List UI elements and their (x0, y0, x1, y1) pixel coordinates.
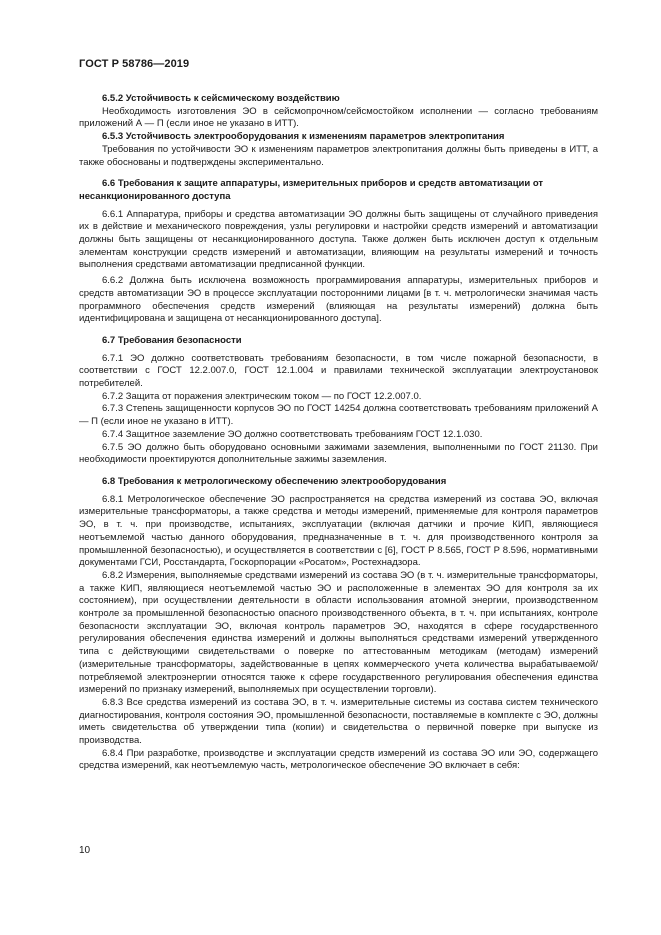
paragraph-6-8-1: 6.8.1 Метрологическое обеспечение ЭО распространяется на средства измерений из состава ЭО, включая измерительные трансформаторы, а также средства и методы измерений, применяемые для контроля параметров ЭО, в т. ч. при производстве, испытаниях, эксплуатации (включая датчики и прочие КИП, являющиеся неотъемлемой частью данного оборудования, предназначенные в т. ч. для производственного контроля за промышленной безопасностью), и осуществляется в соответствии с [6], ГОСТ Р 8.565, ГОСТ Р 8.596, нормативными документами ГСИ, Росстандарта, Госкорпорации «Росатом», Ростехнадзора. (79, 493, 598, 569)
section-heading-6-5-2: 6.5.2 Устойчивость к сейсмическому воздействию (102, 93, 340, 104)
document-body (79, 93, 598, 773)
paragraph-6-8-2: 6.8.2 Измерения, выполняемые средствами измерений из состава ЭО (в т. ч. измерительные трансформаторы, а также КИП, являющиеся неотъемлемой частью ЭО и расположенные в элементах ЭО для контроля за их состоянием), при осуществлении деятельности в области использования атомной энергии, производственном контроле за промышленной безопасностью опасного производственного объекта, в т. ч. при испытаниях, контроле безопасности эксплуатации ЭО, включая контроль параметров ЭО, находятся в сфере государственного регулирования обеспечения единства измерений и должны выполняться средствами измерений утвержденного типа с действующими свидетельствами о поверке по аттестованным методикам (методам) измерений (измерительные трансформаторы, задействованные в цепях коммерческого учета количества вырабатываемой/потребляемой электроэнергии относятся также к сфере государственного регулирования обеспечения единства измерений по признаку измерений, выполняемых при осуществлении торговли). (79, 569, 598, 696)
paragraph-6-7-5: 6.7.5 ЭО должно быть оборудовано основными зажимами заземления, выполненными по ГОСТ 21130. При необходимости проектируются дополнительные зажимы заземления. (79, 441, 598, 466)
section-heading-6-6: 6.6 Требования к защите аппаратуры, измерительных приборов и средств автоматизации от несанкционированного доступа (79, 178, 544, 202)
section-heading-6-7: 6.7 Требования безопасности (102, 334, 242, 346)
paragraph-6-5-2: Необходимость изготовления ЭО в сейсмопрочном/сейсмостойком исполнении — согласно требованиям приложений А — П (если иное не указано в ИТТ). (79, 105, 598, 130)
paragraph-6-7-1: 6.7.1 ЭО должно соответствовать требованиям безопасности, в том числе пожарной безопасности, в соответствии с ГОСТ 12.2.007.0, ГОСТ 12.1.004 и правилами технической эксплуатации электроустановок потребителей. (79, 352, 598, 390)
paragraph-6-6-1: 6.6.1 Аппаратура, приборы и средства автоматизации ЭО должны быть защищены от случайного приведения их в действие и механического повреждения, узлы регулировки и настройки средств измерений и автоматизации должны быть защищены от несанкционированного доступа. Также должен быть исключен доступ к отдельным элементам конструкции средств измерений и автоматизации, влияющим на результаты измерений и точность выполнения средствами автоматизации предписанной функции. (79, 208, 598, 271)
section-heading-6-5-3: 6.5.3 Устойчивость электрооборудования к изменениям параметров электропитания (102, 131, 505, 143)
paragraph-6-6-2: 6.6.2 Должна быть исключена возможность программирования аппаратуры, измерительных приборов и средств автоматизации ЭО в процессе эксплуатации посторонними лицами [в т. ч. метрологически значимая часть программного обеспечения средств измерений (влияющая на результаты измерений) должна быть идентифицирована и защищена от несанкционированного доступа]. (79, 275, 598, 325)
paragraph-6-7-3: 6.7.3 Степень защищенности корпусов ЭО по ГОСТ 14254 должна соответствовать требованиям приложений А — П (если иное не указано в ИТТ). (79, 403, 598, 428)
paragraph-6-7-2: 6.7.2 Защита от поражения электрическим током — по ГОСТ 12.2.007.0. (102, 390, 422, 402)
paragraph-6-7-4: 6.7.4 Защитное заземление ЭО должно соответствовать требованиям ГОСТ 12.1.030. (102, 428, 483, 440)
paragraph-6-5-3: Требования по устойчивости ЭО к изменениям параметров электропитания должны быть приведены в ИТТ, а также обоснованы и подтверждены экспериментально. (79, 143, 598, 168)
page-number: 10 (79, 845, 91, 856)
document-header-standard-id: ГОСТ Р 58786—2019 (79, 58, 190, 70)
section-heading-6-8: 6.8 Требования к метрологическому обеспечению электрооборудования (102, 475, 447, 487)
paragraph-6-8-4: 6.8.4 При разработке, производстве и эксплуатации средств измерений из состава ЭО или ЭО, содержащего средства измерений, как неотъемлемую часть, метрологическое обеспечение ЭО включает в себя: (79, 747, 598, 772)
paragraph-6-8-3: 6.8.3 Все средства измерений из состава ЭО, в т. ч. измерительные системы из состава систем технического диагностирования, контроля состояния ЭО, промышленной безопасности, поставляемые в комплекте с ЭО, должны иметь свидетельства об утверждении типа (копии) и свидетельства о первичной поверке при выпуске из производства. (79, 696, 598, 747)
